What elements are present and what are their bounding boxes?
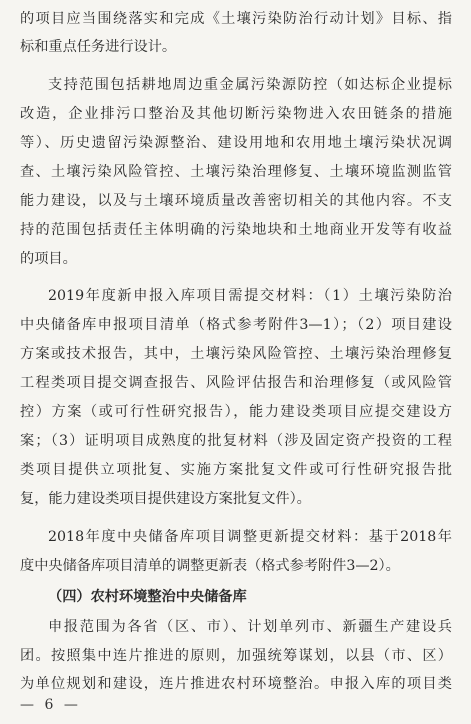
text-line: 团。按照集中连片推进的原则，加强统筹谋划，以县（市、区） [20, 648, 452, 664]
text-line: 度中央储备库项目清单的调整更新表（格式参考附件3—2）。 [20, 558, 400, 574]
text-line: 中央储备库申报项目清单（格式参考附件3—1）；（2）项目建设 [20, 317, 452, 333]
text-line: 能力建设，以及与土壤环境质量改善密切相关的其他内容。不支 [20, 193, 452, 209]
section-heading: （四）农村环境整治中央储备库 [48, 589, 247, 605]
footer-dash-right: — [63, 697, 78, 713]
text-line: 申报范围为各省（区、市）、计划单列市、新疆生产建设兵 [48, 619, 452, 635]
text-line: 等）、历史遗留污染源整治、建设用地和农用地土壤污染状况调 [20, 135, 452, 151]
text-line: 改造，企业排污口整治及其他切断污染物进入农田链条的措施 [20, 106, 452, 122]
text-line: 工程类项目提交调查报告、风险评估报告和治理修复（或风险管 [20, 375, 452, 391]
text-line: 标和重点任务进行设计。 [20, 39, 177, 55]
text-line: 查、土壤污染风险管控、土壤污染治理修复、土壤环境监测监管 [20, 164, 452, 180]
text-line: 支持范围包括耕地周边重金属污染源防控（如达标企业提标 [48, 77, 452, 93]
text-line: 方案或技术报告，其中，土壤污染风险管控、土壤污染治理修复 [20, 346, 452, 362]
text-line: 持的范围包括责任主体明确的污染地块和土地商业开发等有收益 [20, 222, 452, 238]
text-line: 的项目。 [20, 251, 77, 267]
page-number: 6 [44, 697, 54, 713]
text-line: 为单位规划和建设，连片推进农村环境整治。申报入库的项目类 [20, 676, 452, 692]
text-line: 的项目应当围绕落实和完成《土壤污染防治行动计划》目标、指 [20, 11, 452, 27]
footer-dash-left: — [20, 697, 34, 713]
text-line: 2019年度新申报入库项目需提交材料：（1）土壤污染防治 [48, 288, 452, 304]
text-line: 案；（3）证明项目成熟度的批复材料（涉及固定资产投资的工程 [20, 433, 452, 449]
text-line: 2018年度中央储备库项目调整更新提交材料：基于2018年 [48, 529, 452, 545]
text-line: 复，能力建设类项目提供建设方案批复文件）。 [20, 491, 311, 507]
text-line: 类项目提供立项批复、实施方案批复文件或可行性研究报告批 [20, 462, 452, 478]
text-line: 控）方案（或可行性研究报告），能力建设类项目应提交建设方 [20, 404, 452, 420]
page-footer [20, 694, 84, 716]
